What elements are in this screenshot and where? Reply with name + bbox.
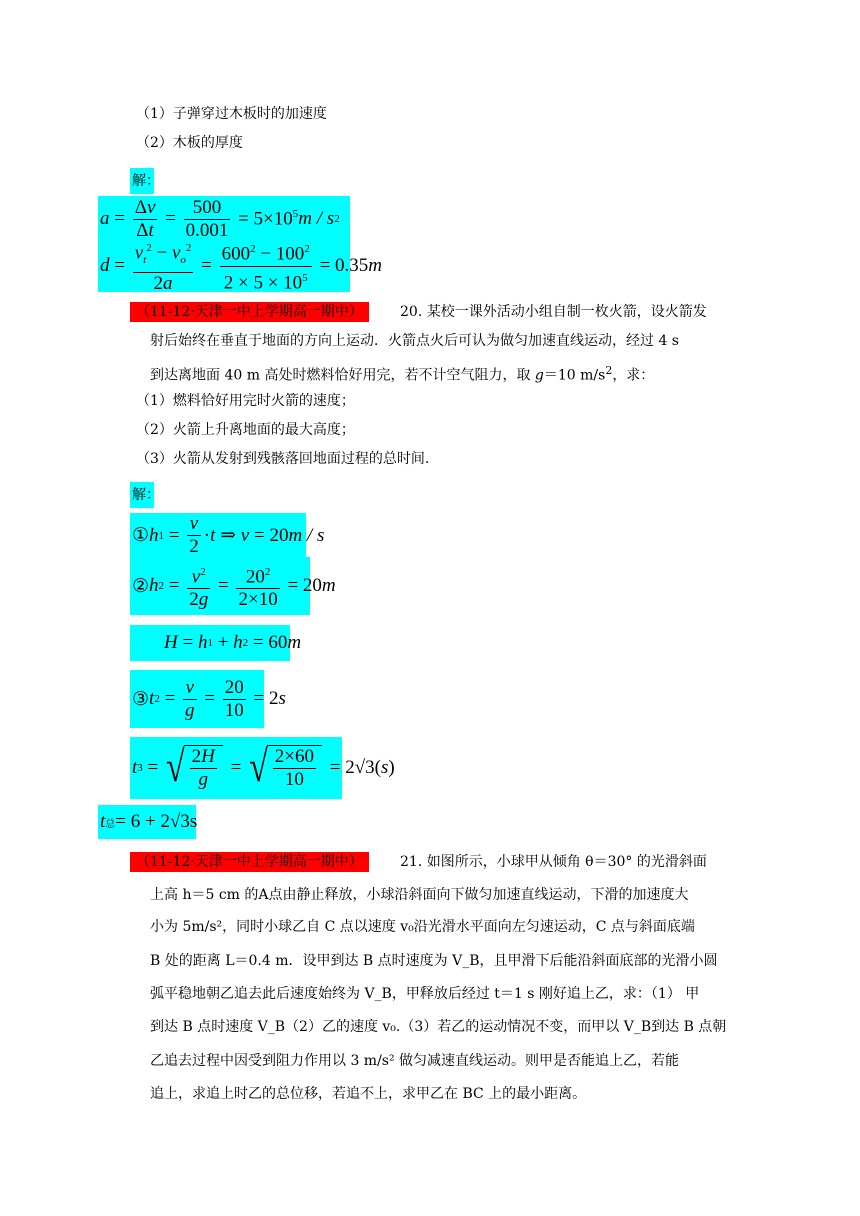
q21-stem-line7: 乙追去过程中因受到阻力作用以 3 m/s² 做匀减速直线运动。则甲是否能追上乙，若能 xyxy=(150,1053,680,1069)
q21-text-line1: 如图所示，小球甲从倾角 θ＝30° 的光滑斜面 xyxy=(426,854,707,870)
q20-text-line3a: 到达离地面 40 m 高处时燃料恰好用完，若不计空气阻力，取 xyxy=(150,367,535,384)
q20-circled-3: ③ xyxy=(132,688,150,710)
q20-sup: 2 xyxy=(605,364,613,377)
q20-stem-line3 xyxy=(150,361,654,386)
q20-equation-1: ① h 1 = $\frac{v}{2}$ · t ⇒ v = 20 m / s xyxy=(132,513,325,557)
q21-stem-line4: B 处的距离 L＝0.4 m．设甲到达 B 点时速度为 V_B，且甲滑下后能沿斜面底部的光滑小圆 xyxy=(150,953,718,969)
q21-stem-line1 xyxy=(400,852,707,872)
q20-solution-label: 解： xyxy=(130,482,154,508)
q20-circled-1: ① xyxy=(132,525,150,546)
q21-source-tag: （11-12·天津一中上学期高一期中） xyxy=(130,852,369,872)
q20-stem-line2: 射后始终在垂直于地面的方向上运动．火箭点火后可认为做匀加速直线运动，经过 4 s xyxy=(150,333,679,349)
q19-part1: （1）子弹穿过木板时的加速度 xyxy=(136,106,327,122)
q20-part3: （3）火箭从发射到残骸落回地面过程的总时间. xyxy=(136,451,430,467)
q20-g-symbol: g xyxy=(534,367,544,384)
q21-stem-line8: 追上，求追上时乙的总位移，若追不上，求甲乙在 BC 上的最小距离。 xyxy=(150,1086,587,1102)
q21-stem-line2: 上高 h＝5 cm 的A点由静止释放，小球沿斜面向下做匀加速直线运动，下滑的加速度大 xyxy=(150,887,689,903)
q20-equation-2: ② h 2 = $\frac{v^2}{2g}$ = $\frac{20^2}{2\times 10}$ = 20 m xyxy=(130,557,310,615)
q20-part2: （2）火箭上升离地面的最大高度； xyxy=(136,422,355,438)
q20-text-line1: 某校一课外活动小组自制一枚火箭，设火箭发 xyxy=(426,304,707,320)
q20-part1: （1）燃料恰好用完时火箭的速度； xyxy=(136,393,355,409)
q21-stem-line6: 到达 B 点时速度 V_B（2）乙的速度 v₀.（3）若乙的运动情况不变，而甲以 V_B到达 B 点朝 xyxy=(150,1019,727,1035)
q21-number: 21. xyxy=(400,854,423,870)
q20-circled-2: ② xyxy=(132,575,150,597)
q20-text-line3b: ＝10 m/s xyxy=(543,367,606,384)
q19-equation-d: d = $\frac{v_t^2 - v_o^2}{2a}$ = $\frac{600^2 - 100^2}{2 \times 5 \times 10^5}$ = 0.35 m xyxy=(98,242,350,290)
q19-equation-a: a = $\frac{\Delta v}{\Delta t}$ = $\frac{500}{0.001}$ = $5\times 10^5$ m / s 2 xyxy=(100,196,340,241)
q19-equations xyxy=(98,196,383,294)
q20-total-sub: 总 xyxy=(105,818,116,830)
q19-solution-label: 解： xyxy=(130,168,154,194)
q20-equation-total: t 总 = 6 + 2√3s xyxy=(98,805,196,839)
q20-source-tag: （11-12·天津一中上学期高一期中） xyxy=(130,302,369,322)
q20-equation-H: H = h 1 + h 2 = 60 m xyxy=(130,625,290,661)
q20-equation-3: ③ t 2 = $\frac{v}{g}$ = $\frac{20}{10}$ = 2 s xyxy=(130,670,264,728)
q21-stem-line3: 小为 5m/s²，同时小球乙自 C 点以速度 v₀沿光滑水平面向左匀速运动，C 点与斜面底端 xyxy=(150,919,695,935)
q20-number: 20. xyxy=(400,304,423,320)
q20-stem-line1 xyxy=(400,302,707,322)
q19-part2: （2）木板的厚度 xyxy=(136,135,243,151)
q21-stem-line5: 弧平稳地朝乙追去此后速度始终为 V_B，甲释放后经过 t＝1 s 刚好追上乙，求：（1） 甲 xyxy=(150,986,700,1002)
q20-equation-t3: t 3 = √ $\frac{2H}{g}$ = √ $\frac{2\times 60}{10}$ = 2√3( s ) xyxy=(130,737,342,799)
q20-text-line3c: ，求： xyxy=(612,367,655,384)
q20-total-rhs: = 6 + 2√3s xyxy=(115,811,198,832)
